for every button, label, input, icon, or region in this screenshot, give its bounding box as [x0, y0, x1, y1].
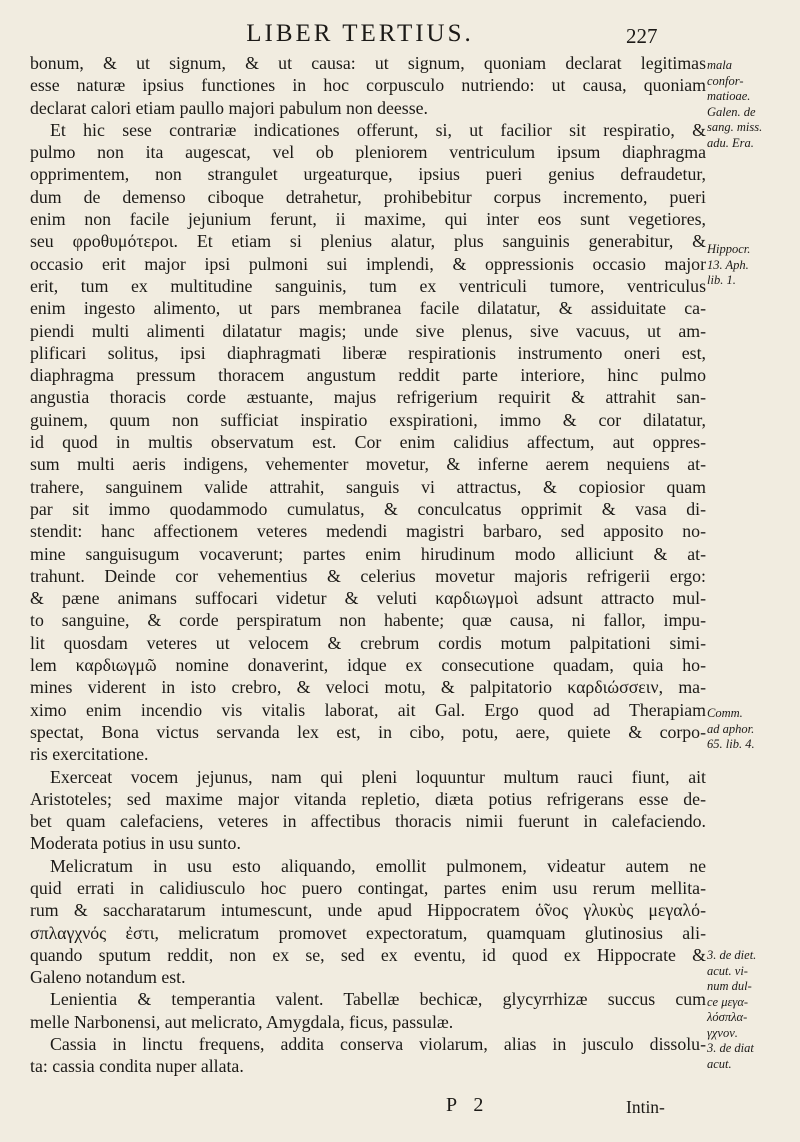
text-line: rum & saccharatarum intumescunt, unde apud Hippocratem ὁ̃νος γλυκὺς μεγαλό- — [30, 900, 706, 921]
text-line: enim ingesto alimento, ut pars membranea facile dilatatur, & assiduitate ca- — [30, 298, 706, 319]
text-line: dum de demenso ciboque detrahetur, prohibebitur corpus incremento, pueri — [30, 186, 706, 207]
margin-note-line: confor- — [707, 73, 744, 88]
margin-note-line: matioae. — [707, 89, 751, 103]
text-line: & pæne animans suffocari videtur & veluti καρδιωγμοὶ adsunt attracto mul- — [30, 588, 706, 609]
text-line: quid errati in calidiusculo hoc puero contingat, partes enim usu rerum mellita- — [30, 877, 706, 898]
text-line: mines viderent in isto crebro, & veloci motu, & palpitatorio καρδιώσσειν, ma- — [30, 677, 706, 698]
text-line: Galeno notandum est. — [30, 967, 186, 988]
text-line: mine sanguisugum vocaverunt; partes enim hirudinum modo alliciunt & at- — [30, 543, 706, 564]
margin-note-line: Comm. — [707, 706, 743, 720]
margin-note-line: 3. de diat — [707, 1041, 754, 1055]
text-line: Et hic sese contrariæ indicationes offerunt, si, ut facilior sit respiratio, & — [50, 119, 706, 140]
text-line: enim non facile jejunium ferunt, ii maxime, qui inter eos sunt vegetiores, — [30, 209, 706, 230]
margin-note-line: 65. lib. 4. — [707, 737, 755, 751]
page-number: 227 — [626, 24, 658, 48]
margin-note-line: mala — [707, 58, 732, 72]
margin-note-line: γχνον. — [707, 1025, 738, 1040]
text-line: opprimentem, non strangulet urgeaturque, ipsius pueri genius defraudetur, — [30, 164, 706, 185]
margin-note-line: λόσπλα- — [707, 1010, 748, 1024]
text-line: piendi multi alimenti dilatatur magis; unde sive plenus, sive vacuus, ut am- — [30, 320, 706, 341]
text-line: id quod in multis observatum est. Cor enim calidius affectum, aut oppres- — [30, 432, 706, 453]
text-line: occasio erit major ipsi pulmoni sui implendi, & oppressionis occasio major — [30, 253, 706, 274]
margin-note-line: acut. — [707, 1056, 732, 1071]
text-line: to sanguine, & corde perspiratum non habente; quæ causa, ni fallor, impu- — [30, 610, 706, 631]
margin-note-line: ce μεγα- — [707, 994, 749, 1009]
text-line: diaphragma pressum thoracem angustum reddit parte interiore, hinc pulmo — [30, 365, 706, 386]
text-line: lem καρδιωγμῶ nomine donaverint, idque ex consecutione quadam, quia ho- — [30, 655, 706, 676]
margin-note-commentary — [707, 706, 797, 753]
text-line: σπλαγχνός ἐστι, melicratum promovet expectoratum, quamquam glutinosius ali- — [30, 922, 706, 943]
margin-note-line: Hippocr. — [707, 242, 751, 256]
text-line: par sit immo quodammodo cumulatus, & conculcatus opprimit & vasa di- — [30, 498, 706, 519]
text-line: pulmo non ita augescat, vel ob pleniorem ventriculum ipsum diaphragma — [30, 142, 706, 163]
text-line: plificari solitus, ipsi diaphragmati liberæ respirationis instrumento oneri est, — [30, 342, 706, 363]
margin-note-line: lib. 1. — [707, 273, 736, 287]
margin-note-line: ad aphor. — [707, 721, 755, 736]
text-line: declarat calori etiam paullo majori pabulum non deesse. — [30, 97, 428, 118]
text-line: ta: cassia condita nuper allata. — [30, 1056, 244, 1077]
margin-note-line: num dul- — [707, 979, 752, 993]
text-line: angustia thoracis corde æstuante, majus refrigerium requirit & attrahit san- — [30, 387, 706, 408]
text-line: quando sputum reddit, non ex se, sed ex eventu, id quod ex Hippocrate & — [30, 944, 706, 965]
text-line: ris exercitatione. — [30, 744, 149, 765]
text-line: bet quam calefaciens, veteres in affectibus thoracis nimii fuerunt in calefaciendo. — [30, 811, 706, 832]
text-line: Moderata potius in usu sunto. — [30, 833, 241, 854]
margin-note-line: sang. miss. — [707, 120, 763, 134]
text-line: Aristoteles; sed maxime major vitanda repletio, diæta potius refrigerans esse de- — [30, 788, 706, 809]
text-line: spectat, Bona victus servanda lex est, in cibo, potu, aere, quiete & corpo- — [30, 721, 706, 742]
text-line: erit, tum ex multitudine sanguinis, tum ex ventriculi tumore, ventriculus — [30, 275, 706, 296]
text-line: ximo enim incendio vis vitalis laborat, ait Gal. Ergo quod ad Therapiam — [30, 699, 706, 720]
margin-note-line: acut. vi- — [707, 963, 748, 978]
text-line: guinem, quum non sufficiat inspiratio exspirationi, immo & cor dilatatur, — [30, 409, 706, 430]
text-line: stendit: hanc affectionem veteres medendi magistri barbaro, sed apposito no- — [30, 521, 706, 542]
margin-note-galen — [707, 58, 797, 151]
text-line: Cassia in linctu frequens, addita conserva violarum, alias in jusculo dissolu- — [50, 1034, 706, 1055]
margin-note-line: Galen. de — [707, 104, 756, 119]
text-line: Lenientia & temperantia valent. Tabellæ bechicæ, glycyrrhizæ succus cum — [50, 989, 706, 1010]
margin-note-hippocrates — [707, 242, 797, 289]
signature-mark: P 2 — [446, 1094, 490, 1116]
text-line: trahunt. Deinde cor vehementius & celerius movetur majoris refrigerii ergo: — [30, 565, 706, 586]
body-text — [30, 52, 706, 1078]
text-line: lit quosdam veteres ut velocem & crebrum cordis motum palpitationi simi- — [30, 632, 706, 653]
text-line: bonum, & ut signum, & ut causa: ut signum, quoniam declarat legitimas — [30, 53, 706, 73]
running-title: LIBER TERTIUS. — [246, 20, 474, 47]
margin-note-line: adu. Era. — [707, 135, 754, 150]
text-line: sum multi aeris indigens, vehementer movetur, & inferne aerem nequiens at- — [30, 454, 706, 475]
text-line: trahere, sanguinem valide attrahit, sanguis vi attractus, & copiosior quam — [30, 476, 706, 497]
margin-note-line: 13. Aph. — [707, 257, 749, 272]
text-line: esse naturæ ipsius functiones in hoc corpusculo nutriendo: ut causa, quoniam — [30, 75, 706, 96]
margin-note-line: 3. de diet. — [707, 948, 757, 962]
margin-note-diet — [707, 948, 797, 1072]
text-line: Melicratum in usu esto aliquando, emollit pulmonem, videatur autem ne — [50, 855, 706, 876]
catchword: Intin- — [626, 1097, 665, 1117]
text-line: melle Narbonensi, aut melicrato, Amygdala, ficus, passulæ. — [30, 1011, 454, 1032]
text-line: Exerceat vocem jejunus, nam qui pleni loquuntur multum rauci fiunt, ait — [50, 766, 706, 787]
text-line: seu φροθυμότεροι. Et etiam si plenius alatur, plus sanguinis generabitur, & — [30, 231, 706, 252]
